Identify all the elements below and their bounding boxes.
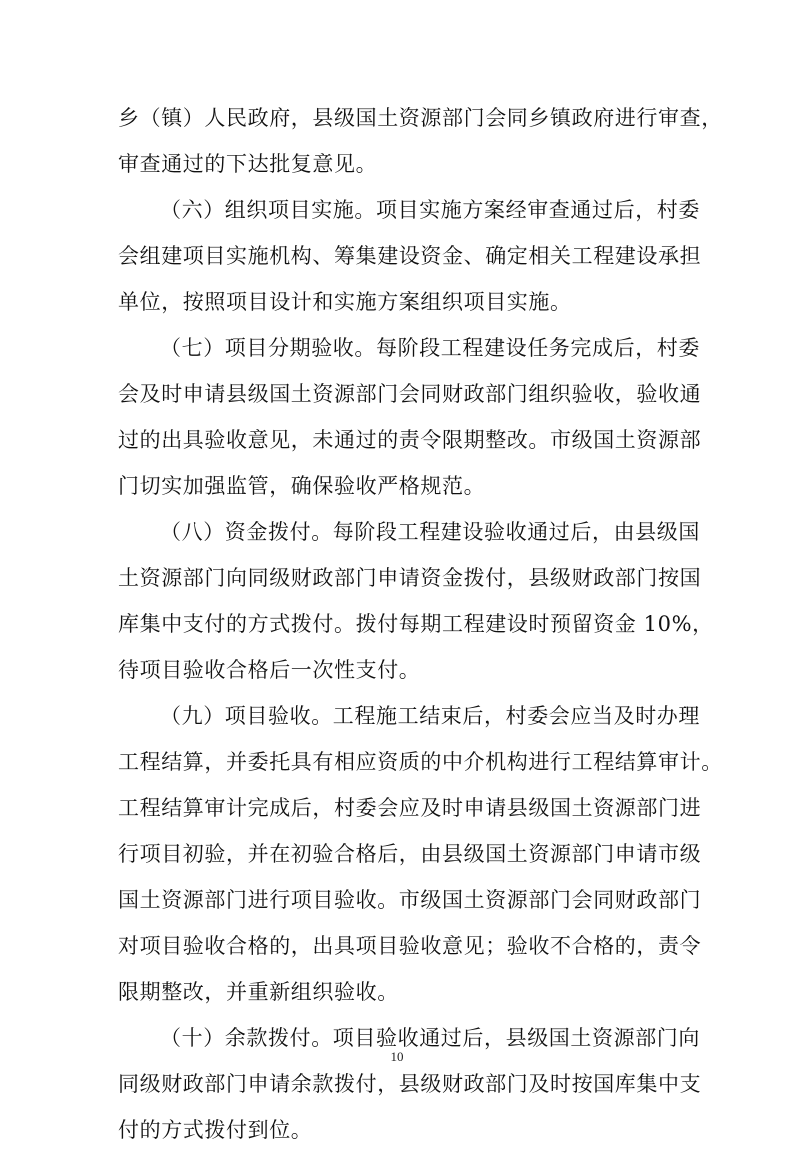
text-line: 对项目验收合格的，出具项目验收意见；验收不合格的，责令 — [118, 934, 702, 958]
text-line: 门切实加强监管，确保验收严格规范。 — [118, 474, 486, 498]
text-line: 土资源部门向同级财政部门申请资金拨付，县级财政部门按国 — [118, 566, 702, 590]
text-line: 会及时申请县级国土资源部门会同财政部门组织验收，验收通 — [118, 382, 702, 406]
text-line: 乡（镇）人民政府，县级国土资源部门会同乡镇政府进行审查， — [118, 106, 723, 130]
paragraph-heading-line: （六）组织项目实施。项目实施方案经审查通过后，村委 — [160, 198, 700, 222]
text-line: 审查通过的下达批复意见。 — [118, 152, 378, 176]
paragraph-heading-line: （八）资金拨付。每阶段工程建设验收通过后，由县级国 — [160, 520, 700, 544]
text-line: 限期整改，并重新组织验收。 — [118, 980, 399, 1004]
paragraph-heading-line: （十）余款拨付。项目验收通过后，县级国土资源部门向 — [160, 1026, 700, 1050]
paragraph-heading-line: （七）项目分期验收。每阶段工程建设任务完成后，村委 — [160, 336, 700, 360]
text-line: 工程结算审计完成后，村委会应及时申请县级国土资源部门进 — [118, 796, 702, 820]
text-line: 库集中支付的方式拨付。拨付每期工程建设时预留资金 10%， — [118, 612, 714, 636]
text-line: 付的方式拨付到位。 — [118, 1118, 313, 1142]
text-line: 过的出具验收意见，未通过的责令限期整改。市级国土资源部 — [118, 428, 702, 452]
paragraph-heading-line: （九）项目验收。工程施工结束后，村委会应当及时办理 — [160, 704, 700, 728]
text-line: 会组建项目实施机构、筹集建设资金、确定相关工程建设承担 — [118, 244, 702, 268]
text-line: 同级财政部门申请余款拨付，县级财政部门及时按国库集中支 — [118, 1072, 702, 1096]
text-line: 工程结算，并委托具有相应资质的中介机构进行工程结算审计。 — [118, 750, 723, 774]
text-line: 待项目验收合格后一次性支付。 — [118, 658, 421, 682]
page-number: 10 — [390, 1049, 404, 1064]
text-line: 行项目初验，并在初验合格后，由县级国土资源部门申请市级 — [118, 842, 702, 866]
document-body — [118, 95, 723, 1153]
text-line: 单位，按照项目设计和实施方案组织项目实施。 — [118, 290, 572, 314]
text-line: 国土资源部门进行项目验收。市级国土资源部门会同财政部门 — [118, 888, 702, 912]
